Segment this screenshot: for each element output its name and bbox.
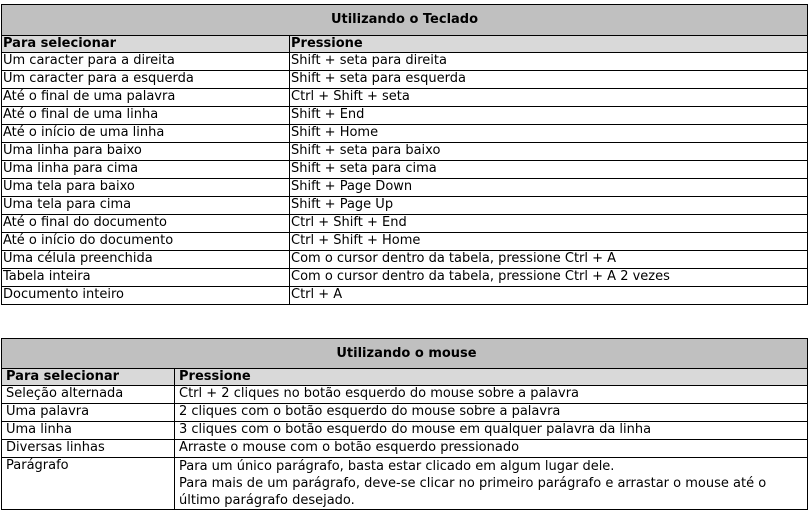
action-cell: Shift + Home bbox=[290, 125, 808, 143]
action-cell: Arraste o mouse com o botão esquerdo pressionado bbox=[175, 440, 808, 458]
action-cell: Shift + seta para cima bbox=[290, 161, 808, 179]
selection-target-cell: Até o final de uma palavra bbox=[2, 89, 290, 107]
table-row bbox=[2, 143, 808, 161]
keyboard-shortcuts-table bbox=[1, 4, 808, 305]
mouse-table-body bbox=[2, 386, 808, 458]
selection-target-cell: Até o final de uma linha bbox=[2, 107, 290, 125]
action-cell: Ctrl + Shift + End bbox=[290, 215, 808, 233]
selection-target-cell: Até o final do documento bbox=[2, 215, 290, 233]
paragraph-row-label: Parágrafo bbox=[2, 458, 175, 510]
selection-target-cell: Uma linha para baixo bbox=[2, 143, 290, 161]
selection-target-cell: Documento inteiro bbox=[2, 287, 290, 305]
action-cell: Com o cursor dentro da tabela, pressione Ctrl + A bbox=[290, 251, 808, 269]
action-cell: 2 cliques com o botão esquerdo do mouse sobre a palavra bbox=[175, 404, 808, 422]
paragraph-row-action bbox=[175, 458, 808, 510]
table-row bbox=[2, 251, 808, 269]
table-row bbox=[2, 53, 808, 71]
selection-target-cell: Uma tela para baixo bbox=[2, 179, 290, 197]
table-row bbox=[2, 107, 808, 125]
mouse-selection-table bbox=[1, 338, 808, 510]
action-cell: Shift + seta para esquerda bbox=[290, 71, 808, 89]
keyboard-header-select: Para selecionar bbox=[2, 36, 290, 53]
keyboard-header-press: Pressione bbox=[290, 36, 808, 53]
selection-target-cell: Uma tela para cima bbox=[2, 197, 290, 215]
table-row bbox=[2, 197, 808, 215]
selection-target-cell: Até o início do documento bbox=[2, 233, 290, 251]
table-row bbox=[2, 422, 808, 440]
action-cell: Ctrl + A bbox=[290, 287, 808, 305]
table-row bbox=[2, 404, 808, 422]
table-row bbox=[2, 161, 808, 179]
table-row bbox=[2, 269, 808, 287]
selection-target-cell: Um caracter para a direita bbox=[2, 53, 290, 71]
mouse-header-select: Para selecionar bbox=[2, 369, 175, 386]
action-cell: Shift + Page Up bbox=[290, 197, 808, 215]
mouse-table-title: Utilizando o mouse bbox=[2, 339, 808, 369]
table-row bbox=[2, 215, 808, 233]
keyboard-table-body bbox=[2, 53, 808, 305]
action-cell: Shift + seta para baixo bbox=[290, 143, 808, 161]
selection-target-cell: Até o início de uma linha bbox=[2, 125, 290, 143]
selection-target-cell: Um caracter para a esquerda bbox=[2, 71, 290, 89]
action-cell: 3 cliques com o botão esquerdo do mouse em qualquer palavra da linha bbox=[175, 422, 808, 440]
selection-target-cell: Tabela inteira bbox=[2, 269, 290, 287]
selection-target-cell: Seleção alternada bbox=[2, 386, 175, 404]
action-cell: Ctrl + Shift + Home bbox=[290, 233, 808, 251]
selection-target-cell: Uma célula preenchida bbox=[2, 251, 290, 269]
action-cell: Com o cursor dentro da tabela, pressione Ctrl + A 2 vezes bbox=[290, 269, 808, 287]
table-row bbox=[2, 71, 808, 89]
selection-target-cell: Diversas linhas bbox=[2, 440, 175, 458]
selection-target-cell: Uma palavra bbox=[2, 404, 175, 422]
paragraph-multi-text: Para mais de um parágrafo, deve-se clicar no primeiro parágrafo e arrastar o mouse até o último parágrafo desejado. bbox=[179, 476, 767, 508]
table-row bbox=[2, 179, 808, 197]
mouse-header-press: Pressione bbox=[175, 369, 808, 386]
table-row bbox=[2, 440, 808, 458]
action-cell: Shift + Page Down bbox=[290, 179, 808, 197]
table-row bbox=[2, 233, 808, 251]
selection-target-cell: Uma linha bbox=[2, 422, 175, 440]
action-cell: Shift + End bbox=[290, 107, 808, 125]
table-row bbox=[2, 287, 808, 305]
table-row bbox=[2, 125, 808, 143]
table-row bbox=[2, 89, 808, 107]
action-cell: Ctrl + Shift + seta bbox=[290, 89, 808, 107]
paragraph-single-text: Para um único parágrafo, basta estar clicado em algum lugar dele. bbox=[179, 459, 615, 474]
table-row bbox=[2, 386, 808, 404]
action-cell: Ctrl + 2 cliques no botão esquerdo do mouse sobre a palavra bbox=[175, 386, 808, 404]
selection-target-cell: Uma linha para cima bbox=[2, 161, 290, 179]
keyboard-table-title: Utilizando o Teclado bbox=[2, 5, 808, 36]
action-cell: Shift + seta para direita bbox=[290, 53, 808, 71]
